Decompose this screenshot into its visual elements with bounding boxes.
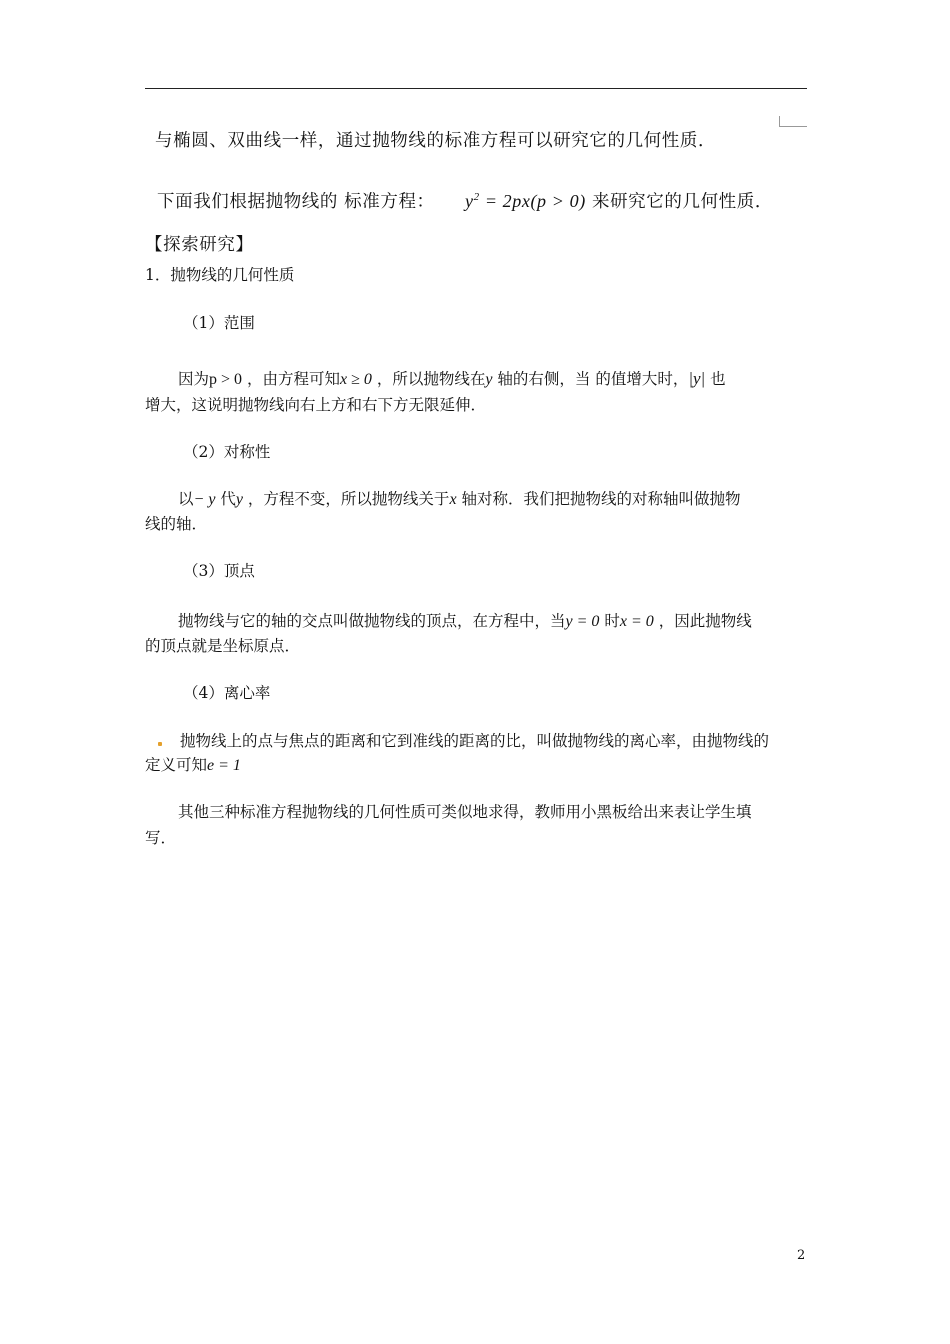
math-y-2: y [235,491,243,508]
math-e-eq-1: e = 1 [207,757,241,774]
math-x-ge-0: x ≥ 0 [340,371,372,388]
eccentricity-label: （4）离心率 [183,684,271,702]
symmetry-line-2: 线的轴． [145,515,208,533]
math-x-eq-0: x = 0 [619,613,654,630]
vertex-line-1: 抛物线与它的轴的交点叫做抛物线的顶点，在方程中，当y = 0 时x = 0 ，因此抛物线 [178,612,752,630]
range-line-1: 因为p > 0 ，由方程可知x ≥ 0 ，所以抛物线在y 轴的右侧，当 的值增大时，|y| 也 [178,369,726,388]
intro-line-2-text-a: 下面我们根据抛物线的 标准方程： [157,192,435,212]
intro-line-2-text-b: 来研究它的几何性质． [591,192,773,212]
margin-mark [158,742,162,746]
others-line-1: 其他三种标准方程抛物线的几何性质可类似地求得，教师用小黑板给出来表让学生填 [178,803,752,821]
others-line-2: 写． [145,829,177,847]
math-neg-y: − y [193,491,216,508]
range-label: （1）范围 [183,314,255,332]
standard-equation: $y^2 = 2px(p > 0)$ [465,191,586,211]
vertex-line-2: 的顶点就是坐标原点． [145,637,301,655]
corner-mark-vertical [779,116,780,126]
corner-mark [779,126,807,127]
vertex-label: （3）顶点 [183,562,255,580]
header-rule [145,88,807,89]
math-y: y [485,371,493,388]
eccentricity-line-2: 定义可知e = 1 [145,756,241,774]
math-y-eq-0: y = 0 [565,613,600,630]
intro-line-1: 与椭圆、双曲线一样，通过抛物线的标准方程可以研究它的几何性质． [155,131,717,151]
math-p-gt-0: p > 0 [209,371,243,388]
page-number: 2 [797,1248,806,1263]
math-x: x [449,491,457,508]
symmetry-line-1: 以− y 代y ，方程不变，所以抛物线关于x 轴对称．我们把抛物线的对称轴叫做抛物 [178,490,741,508]
range-line-2: 增大，这说明抛物线向右上方和右下方无限延伸． [145,396,487,414]
math-abs-y: |y| [688,369,706,388]
section-title: 1．抛物线的几何性质 [145,266,295,284]
symmetry-label: （2）对称性 [183,443,271,461]
intro-line-2 [157,187,773,212]
eccentricity-line-1: 抛物线上的点与焦点的距离和它到准线的距离的比，叫做抛物线的离心率，由抛物线的 [180,732,770,750]
section-heading: 【探索研究】 [145,235,254,255]
